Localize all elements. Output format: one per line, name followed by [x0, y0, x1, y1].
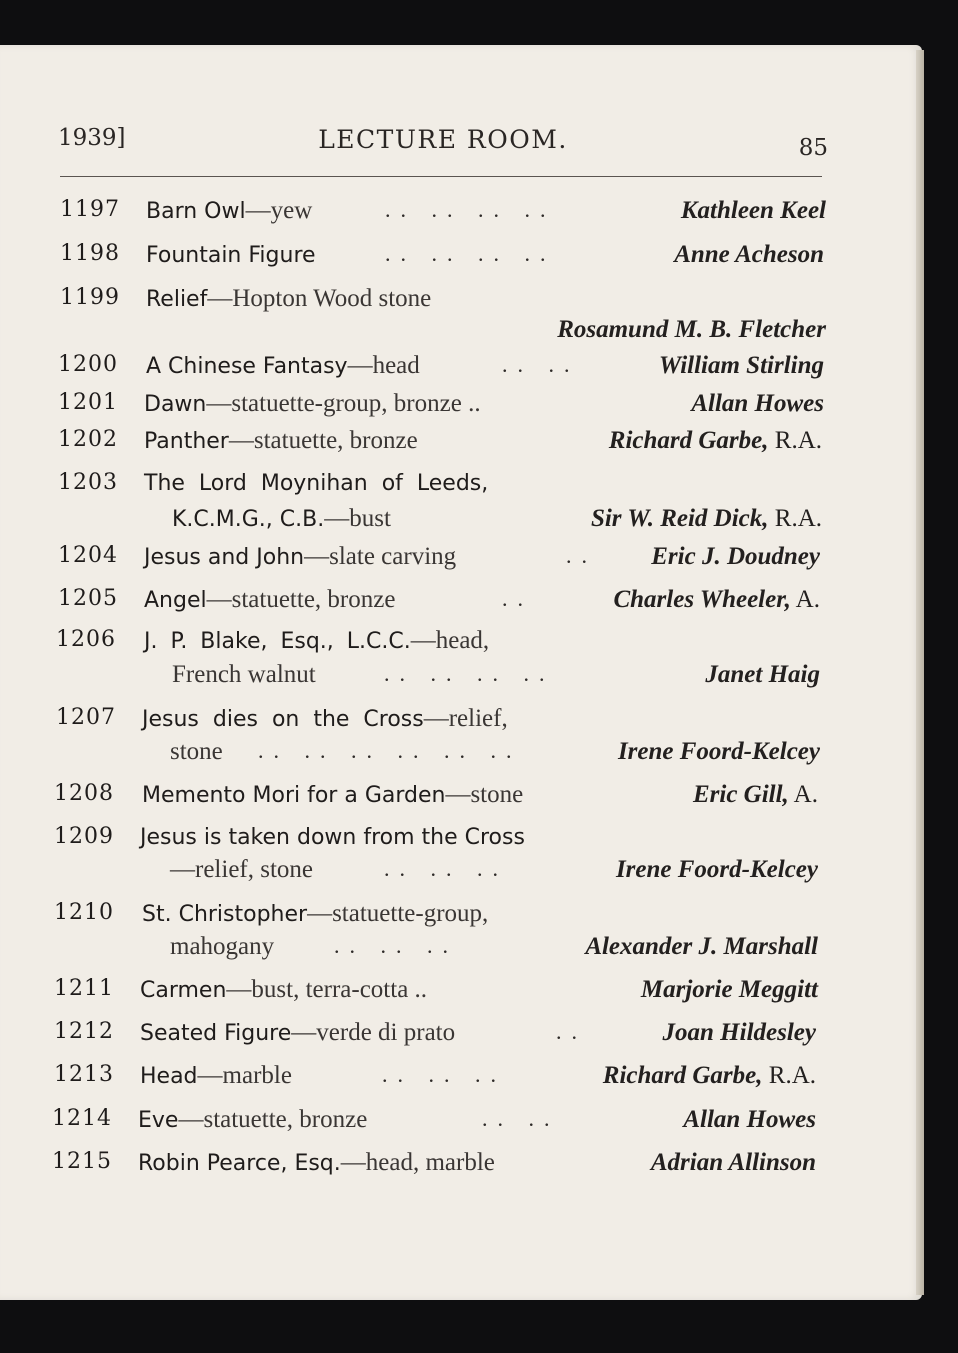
entry-artist: Anne Acheson	[674, 241, 824, 268]
entry-title: Barn Owl—yew	[146, 197, 313, 224]
entry-number: 1206	[56, 627, 116, 652]
entry-title: The Lord Moynihan of Leeds,	[144, 471, 489, 496]
leader-dots: ..	[502, 586, 533, 611]
leader-dots: .. .. ..	[384, 856, 508, 881]
entry-title: Carmen—bust, terra-cotta ..	[140, 976, 428, 1003]
entry-number: 1210	[54, 900, 114, 925]
entry-number: 1215	[52, 1149, 112, 1174]
entry-title: Jesus and John—slate carving	[144, 543, 457, 570]
leader-dots: .. .. ..	[382, 1062, 506, 1087]
entry-artist: Kathleen Keel	[680, 197, 826, 224]
leader-dots: .. .. .. ..	[385, 197, 556, 222]
entry-title: J. P. Blake, Esq., L.C.C.—head,	[144, 627, 490, 654]
entry-title-continued: mahogany	[170, 933, 275, 960]
entry-number: 1212	[54, 1019, 114, 1044]
entry-artist: Eric J. Doudney	[651, 543, 820, 570]
entry-artist: Richard Garbe, R.A.	[608, 427, 822, 454]
entry-number: 1208	[54, 781, 114, 806]
entry-title: Head—marble	[140, 1062, 292, 1089]
entry-artist: Allan Howes	[683, 1106, 816, 1133]
leader-dots: .. .. .. ..	[385, 241, 556, 266]
entry-title: Robin Pearce, Esq.—head, marble	[138, 1149, 495, 1176]
entry-artist: Rosamund M. B. Fletcher	[557, 316, 826, 343]
entry-artist: Sir W. Reid Dick, R.A.	[590, 505, 822, 532]
entry-title: Fountain Figure	[146, 243, 316, 268]
leader-dots: .. ..	[482, 1106, 560, 1131]
entry-title: Jesus is taken down from the Cross	[140, 825, 525, 850]
leader-dots: ..	[566, 543, 597, 568]
entry-number: 1213	[54, 1062, 114, 1087]
entry-number: 1202	[58, 427, 118, 452]
entry-title: A Chinese Fantasy—head	[146, 352, 420, 379]
entry-number: 1211	[54, 976, 114, 1001]
entry-title: Dawn—statuette-group, bronze ..	[144, 390, 481, 417]
entry-artist: Allan Howes	[691, 390, 824, 417]
leader-dots: .. .. .. ..	[384, 661, 555, 686]
entry-artist: Janet Haig	[705, 661, 820, 688]
entry-title-continued: K.C.M.G., C.B.—bust	[172, 505, 391, 532]
entry-title: Angel—statuette, bronze	[144, 586, 396, 613]
entry-artist: Irene Foord-Kelcey	[615, 856, 818, 883]
entry-title: Jesus dies on the Cross—relief,	[142, 705, 508, 732]
entry-artist: Marjorie Meggitt	[640, 976, 818, 1003]
header-title: LECTURE ROOM.	[318, 125, 568, 154]
entry-number: 1198	[60, 241, 120, 266]
entry-artist: Eric Gill, A.	[692, 781, 818, 808]
entry-title-continued: —relief, stone	[170, 856, 314, 883]
entry-artist: Charles Wheeler, A.	[613, 586, 820, 613]
entry-title: Panther—statuette, bronze	[144, 427, 418, 454]
entry-number: 1201	[58, 390, 118, 415]
entry-title: Eve—statuette, bronze	[138, 1106, 368, 1133]
entry-artist: Irene Foord-Kelcey	[617, 738, 820, 765]
page-number: 85	[798, 135, 828, 161]
entry-artist: Alexander J. Marshall	[585, 933, 818, 960]
entry-title-continued: stone	[170, 738, 223, 765]
entry-number: 1205	[58, 586, 118, 611]
entry-artist: William Stirling	[658, 352, 824, 379]
entry-number: 1203	[58, 470, 118, 495]
entry-title: Seated Figure—verde di prato	[140, 1019, 456, 1046]
leader-dots: .. ..	[502, 352, 580, 377]
entry-title: Memento Mori for a Garden—stone	[142, 781, 524, 808]
entry-number: 1207	[56, 705, 116, 730]
entry-number: 1204	[58, 543, 118, 568]
entry-title: Relief—Hopton Wood stone	[146, 285, 432, 312]
leader-dots: ..	[556, 1019, 587, 1044]
entry-number: 1200	[58, 352, 118, 377]
entry-title: St. Christopher—statuette-group,	[142, 900, 489, 927]
entry-title-continued: French walnut	[172, 661, 316, 688]
leader-dots: .. .. ..	[334, 933, 458, 958]
entry-artist: Adrian Allinson	[650, 1149, 816, 1176]
entry-number: 1214	[52, 1106, 112, 1131]
entry-number: 1199	[60, 285, 120, 310]
header-year: 1939]	[58, 125, 126, 151]
entry-number: 1209	[54, 824, 114, 849]
entry-artist: Joan Hildesley	[662, 1019, 816, 1046]
leader-dots: .. .. .. .. .. ..	[258, 738, 522, 763]
entry-number: 1197	[60, 197, 120, 222]
entry-artist: Richard Garbe, R.A.	[602, 1062, 816, 1089]
